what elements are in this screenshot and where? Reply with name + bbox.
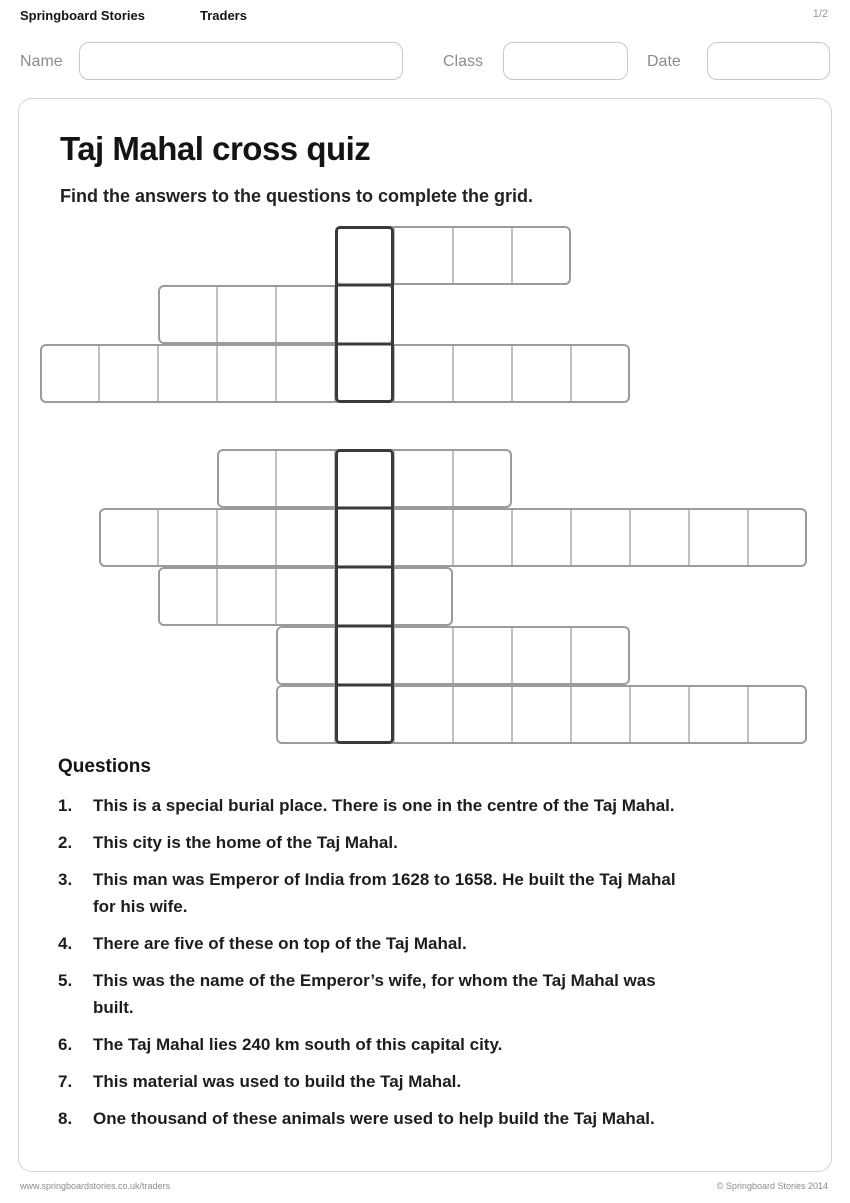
cell-divider <box>511 346 513 401</box>
cell-divider <box>98 346 100 401</box>
page-title: Taj Mahal cross quiz <box>60 130 371 168</box>
cell-divider <box>511 510 513 565</box>
cell-divider <box>570 687 572 742</box>
date-input[interactable] <box>707 42 830 80</box>
cell-divider <box>157 510 159 565</box>
cell-divider <box>570 628 572 683</box>
question-line: This was the name of the Emperor’s wife, for whom the Taj Mahal was <box>93 971 656 990</box>
cell-divider <box>511 628 513 683</box>
cell-divider <box>452 687 454 742</box>
question-text <box>93 792 675 819</box>
cell-divider <box>275 287 277 342</box>
footer-url: www.springboardstories.co.uk/traders <box>20 1181 171 1191</box>
cell-divider <box>216 346 218 401</box>
cell-divider <box>629 687 631 742</box>
question-text <box>93 866 676 920</box>
cell-divider <box>157 346 159 401</box>
question-number: 4. <box>58 934 73 953</box>
question-number: 8. <box>58 1109 73 1128</box>
cell-divider <box>629 510 631 565</box>
question-item <box>58 1105 774 1132</box>
class-input[interactable] <box>503 42 628 80</box>
issue-title: Traders <box>200 8 247 23</box>
question-line: This man was Emperor of India from 1628 to 1658. He built the Taj Mahal <box>93 870 676 889</box>
class-label: Class <box>443 53 484 70</box>
cell-divider <box>275 451 277 506</box>
question-text <box>93 1105 655 1132</box>
question-item <box>58 930 774 957</box>
cell-divider <box>275 510 277 565</box>
cell-divider <box>275 346 277 401</box>
page-number: 1/2 <box>812 8 828 20</box>
cell-divider <box>688 510 690 565</box>
question-line: This is a special burial place. There is one in the centre of the Taj Mahal. <box>93 796 675 815</box>
date-label: Date <box>647 53 681 70</box>
question-item <box>58 967 774 1021</box>
cell-divider <box>688 687 690 742</box>
question-item <box>58 792 774 819</box>
question-number: 7. <box>58 1072 73 1091</box>
question-number: 5. <box>58 971 73 990</box>
cell-divider <box>452 228 454 283</box>
cell-divider <box>452 346 454 401</box>
cell-divider <box>747 510 749 565</box>
cell-divider <box>338 507 391 509</box>
cell-divider <box>275 569 277 624</box>
name-input[interactable] <box>79 42 403 80</box>
instructions-text: Find the answers to the questions to complete the grid. <box>60 186 534 206</box>
cell-divider <box>511 687 513 742</box>
question-number: 3. <box>58 870 73 889</box>
answer-column[interactable] <box>335 449 394 744</box>
cell-divider <box>452 628 454 683</box>
cell-divider <box>338 625 391 627</box>
answer-column[interactable] <box>335 226 394 403</box>
question-item <box>58 1031 774 1058</box>
across-answer-boxes[interactable] <box>99 508 807 567</box>
question-number: 2. <box>58 833 73 852</box>
cell-divider <box>216 287 218 342</box>
question-text <box>93 930 467 957</box>
question-number: 1. <box>58 796 73 815</box>
cell-divider <box>452 510 454 565</box>
cell-divider <box>570 510 572 565</box>
question-number: 6. <box>58 1035 73 1054</box>
name-label: Name <box>20 53 63 70</box>
question-line: This city is the home of the Taj Mahal. <box>93 833 398 852</box>
brand-title: Springboard Stories <box>20 8 145 23</box>
cell-divider <box>747 687 749 742</box>
question-item <box>58 866 774 920</box>
cell-divider <box>338 566 391 568</box>
question-line: There are five of these on top of the Taj Mahal. <box>93 934 467 953</box>
question-item <box>58 1068 774 1095</box>
question-text <box>93 1068 461 1095</box>
cell-divider <box>338 684 391 686</box>
cell-divider <box>452 451 454 506</box>
cell-divider <box>338 343 391 345</box>
across-answer-boxes[interactable] <box>158 567 453 626</box>
cell-divider <box>216 569 218 624</box>
question-item <box>58 829 774 856</box>
cell-divider <box>216 510 218 565</box>
cell-divider <box>570 346 572 401</box>
question-line: The Taj Mahal lies 240 km south of this capital city. <box>93 1035 503 1054</box>
cell-divider <box>511 228 513 283</box>
question-line: One thousand of these animals were used to help build the Taj Mahal. <box>93 1109 655 1128</box>
questions-heading: Questions <box>58 756 151 777</box>
across-answer-boxes[interactable] <box>276 626 630 685</box>
question-line: This material was used to build the Taj Mahal. <box>93 1072 462 1091</box>
questions-section <box>58 756 774 1142</box>
question-text <box>93 1031 502 1058</box>
footer-copyright: © Springboard Stories 2014 <box>716 1181 828 1191</box>
question-line: built. <box>93 998 134 1017</box>
question-line: for his wife. <box>93 897 188 916</box>
question-text <box>93 967 656 1021</box>
question-text <box>93 829 398 856</box>
cell-divider <box>338 284 391 286</box>
